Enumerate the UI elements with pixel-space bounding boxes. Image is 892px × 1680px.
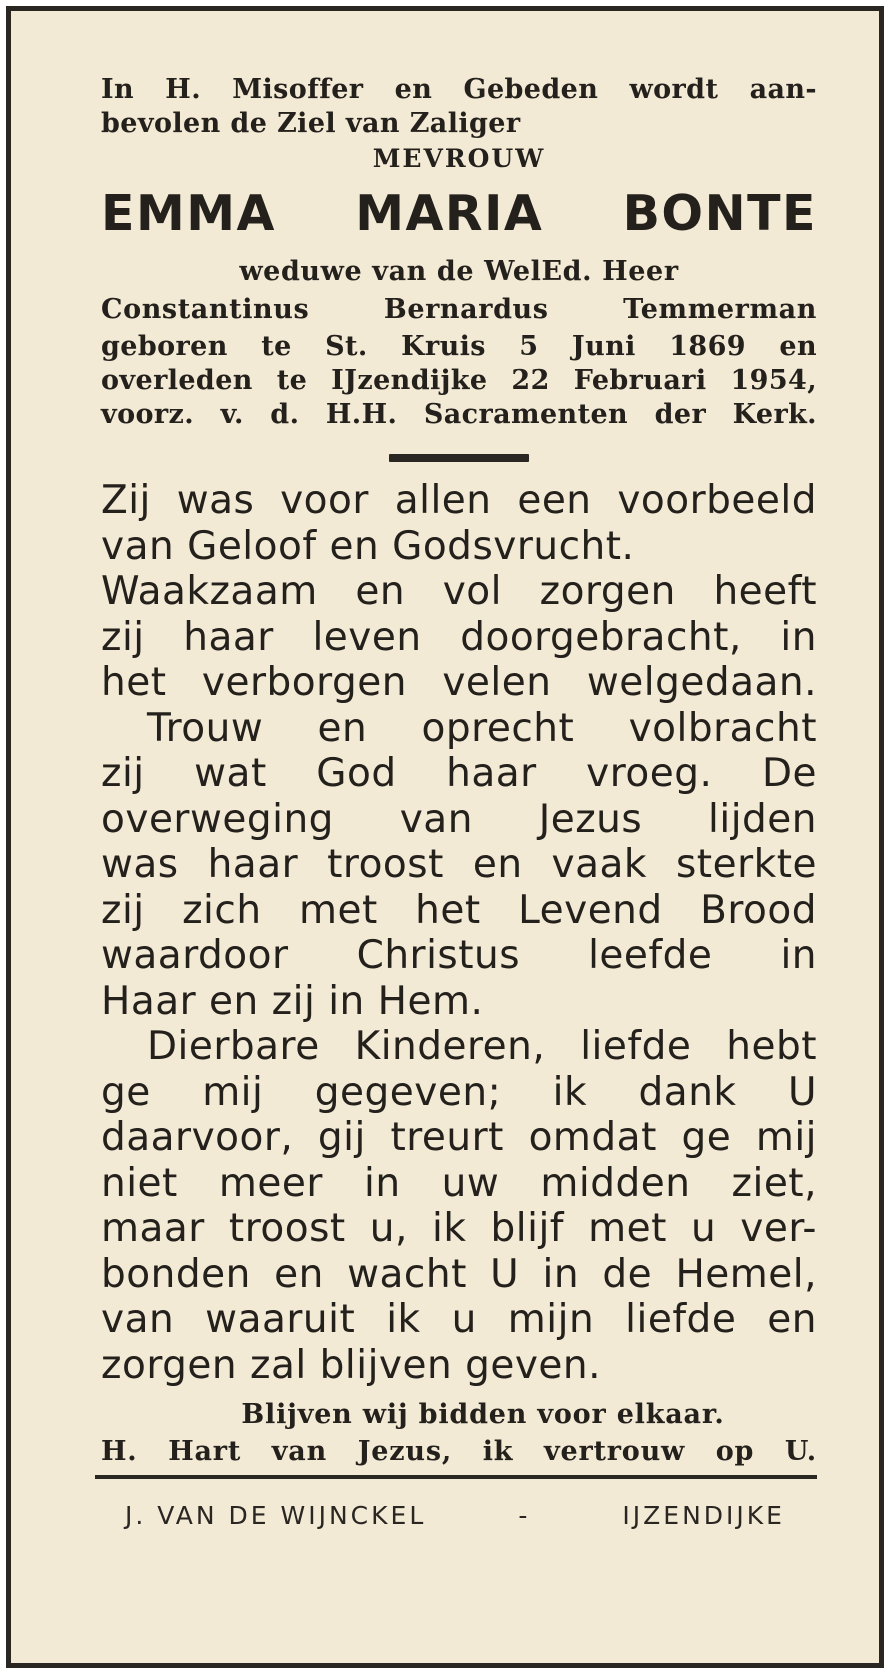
text-line: zij wat God haar vroeg. De	[101, 751, 817, 796]
text-line: Zij was voor allen een voorbeeld	[101, 478, 817, 523]
text-line: was haar troost en vaak sterkte	[101, 842, 817, 887]
text-line: het verborgen velen welgedaan.	[101, 660, 817, 705]
text-line: zij haar leven doorgebracht, in	[101, 614, 817, 660]
text-line: daarvoor, gij treurt omdat ge mij	[101, 1115, 817, 1160]
printer-place: IJZENDIJKE	[622, 1501, 785, 1530]
text-line: bonden en wacht U in de Hemel,	[101, 1251, 817, 1297]
text-line: niet meer in uw midden ziet,	[101, 1160, 817, 1206]
intro-line: In H. Misoffer en Gebeden wordt aan-	[101, 74, 817, 105]
printer-footer	[125, 1501, 785, 1530]
details-line: voorz. v. d. H.H. Sacramenten der Kerk.	[101, 399, 817, 430]
text-line: ge mij gegeven; ik dank U	[101, 1069, 817, 1115]
text-line: zij zich met het Levend Brood	[101, 887, 817, 933]
text-line: Haar en zij in Hem.	[101, 978, 484, 1024]
deceased-name: EMMA MARIA BONTE	[101, 185, 817, 242]
text-line: Waakzaam en vol zorgen heeft	[101, 569, 817, 614]
honorific: MEVROUW	[372, 144, 546, 173]
text-line: Dierbare Kinderen, liefde hebt	[147, 1024, 817, 1069]
intro-text	[101, 73, 817, 141]
text-line: overweging van Jezus lijden	[101, 796, 817, 842]
text-line: Trouw en oprecht volbracht	[147, 705, 817, 751]
text-line: van Geloof en Godsvrucht.	[101, 523, 635, 569]
text-line: waardoor Christus leefde in	[101, 933, 817, 978]
closing-line: Blijven wij bidden voor elkaar.	[241, 1399, 725, 1430]
closing-line: H. Hart van Jezus, ik vertrouw op U.	[101, 1436, 817, 1467]
text-line: zorgen zal blijven geven.	[101, 1342, 602, 1388]
printer-name: J. VAN DE WIJNCKEL	[125, 1501, 427, 1530]
spouse-name: Constantinus Bernardus Temmerman	[101, 294, 817, 325]
widow-of-line: weduwe van de WelEd. Heer	[239, 256, 679, 287]
intro-line: bevolen de Ziel van Zaliger	[101, 108, 521, 139]
footer-rule	[95, 1475, 817, 1479]
ornamental-divider	[389, 454, 529, 462]
footer-separator: -	[518, 1501, 531, 1530]
details-line: overleden te IJzendijke 22 Februari 1954,	[101, 365, 817, 396]
memorial-text	[101, 478, 817, 1388]
closing-prayer	[101, 1396, 817, 1470]
text-line: maar troost u, ik blijf met u ver-	[101, 1206, 817, 1251]
birth-death-details	[101, 330, 817, 432]
text-line: van waaruit ik u mijn liefde en	[101, 1297, 817, 1342]
details-line: geboren te St. Kruis 5 Juni 1869 en	[101, 331, 817, 362]
card-content	[101, 73, 817, 1470]
memorial-card	[6, 6, 884, 1668]
